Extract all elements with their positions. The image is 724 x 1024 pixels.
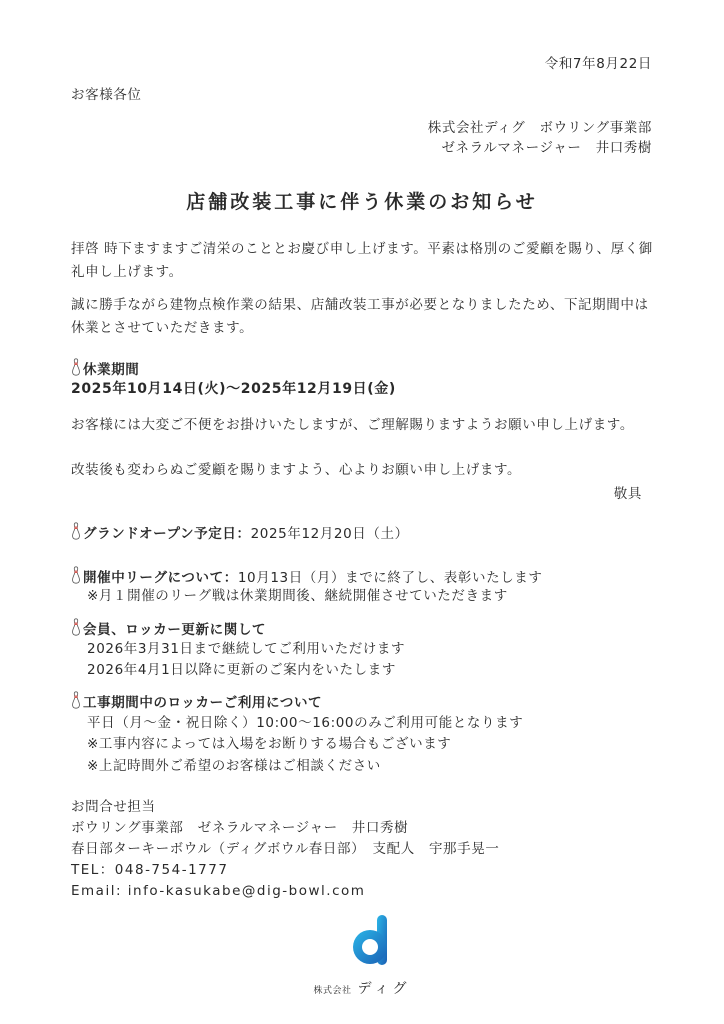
membership-label: 会員、ロッカー更新に関して — [83, 622, 267, 638]
locker-line-3: ※上記時間外ご希望のお客様はご相談ください — [87, 758, 381, 774]
bowling-pin-icon — [71, 618, 81, 642]
league-note: ※月１開催のリーグ戦は休業期間後、継続開催させていただきます — [87, 588, 508, 604]
locker-line-2: ※工事内容によっては入場をお断りする場合もございます — [87, 736, 452, 752]
apology-paragraph: お客様には大変ご不便をお掛けいたしますが、ご理解賜りますようお願い申し上げます。 — [71, 417, 634, 433]
locker-line-1: 平日（月〜金・祝日除く）10:00〜16:00のみご利用可能となります — [87, 715, 524, 731]
membership-line-1: 2026年3月31日まで継続してご利用いただけます — [87, 641, 406, 657]
contact-tel: TEL：048-754-1777 — [71, 862, 229, 878]
grand-open-line — [71, 522, 409, 546]
reason-paragraph: 誠に勝手ながら建物点検作業の結果、店舗改装工事が必要となりましたため、下記期間中は休業とさせていただきます。 — [71, 297, 649, 336]
grand-open-label: グランドオープン予定日： — [83, 526, 251, 542]
company-name: ディグ — [357, 981, 411, 997]
bowling-pin-icon — [71, 691, 81, 715]
contact-heading: お問合せ担当 — [71, 799, 156, 815]
company-prefix: 株式会社 — [313, 986, 352, 996]
sender-line-1: 株式会社ディグ ボウリング事業部 — [427, 120, 652, 136]
closure-period: 2025年10月14日(火)〜2025年12月19日(金) — [71, 381, 396, 397]
recipient: お客様各位 — [71, 87, 142, 103]
apology-line-2: 改装後も変わらぬご愛顧を賜りますよう、心よりお願い申し上げます。 — [71, 462, 522, 478]
company-mark — [0, 978, 724, 998]
dig-logo-icon — [349, 913, 393, 971]
contact-email[interactable]: Email: info-kasukabe@dig-bowl.com — [71, 883, 366, 899]
membership-line-2: 2026年4月1日以降に更新のご案内をいたします — [87, 662, 396, 678]
grand-open-date: 2025年12月20日（土） — [250, 526, 409, 542]
sender-line-2: ゼネラルマネージャー 井口秀樹 — [441, 140, 652, 156]
locker-heading — [71, 691, 322, 715]
league-value: 10月13日（月）までに終了し、表彰いたします — [237, 570, 543, 586]
contact-line-2: 春日部ターキーボウル（ディグボウル春日部） 支配人 宇那手晃一 — [71, 841, 500, 857]
closure-heading-label: 休業期間 — [83, 362, 140, 378]
greeting-paragraph: 拝啓 時下ますますご清栄のこととお慶び申し上げます。平素は格別のご愛顧を賜り、厚く御礼申し上げます。 — [71, 241, 653, 280]
bowling-pin-icon — [71, 522, 81, 546]
document-date: 令和7年8月22日 — [544, 56, 652, 72]
locker-label: 工事期間中のロッカーご利用について — [83, 695, 323, 711]
contact-line-1: ボウリング事業部 ゼネラルマネージャー 井口秀樹 — [71, 820, 409, 836]
closing-word: 敬具 — [613, 486, 642, 502]
bowling-pin-icon — [71, 566, 81, 590]
page-title: 店舗改装工事に伴う休業のお知らせ — [186, 191, 538, 213]
league-label: 開催中リーグについて： — [83, 570, 238, 586]
